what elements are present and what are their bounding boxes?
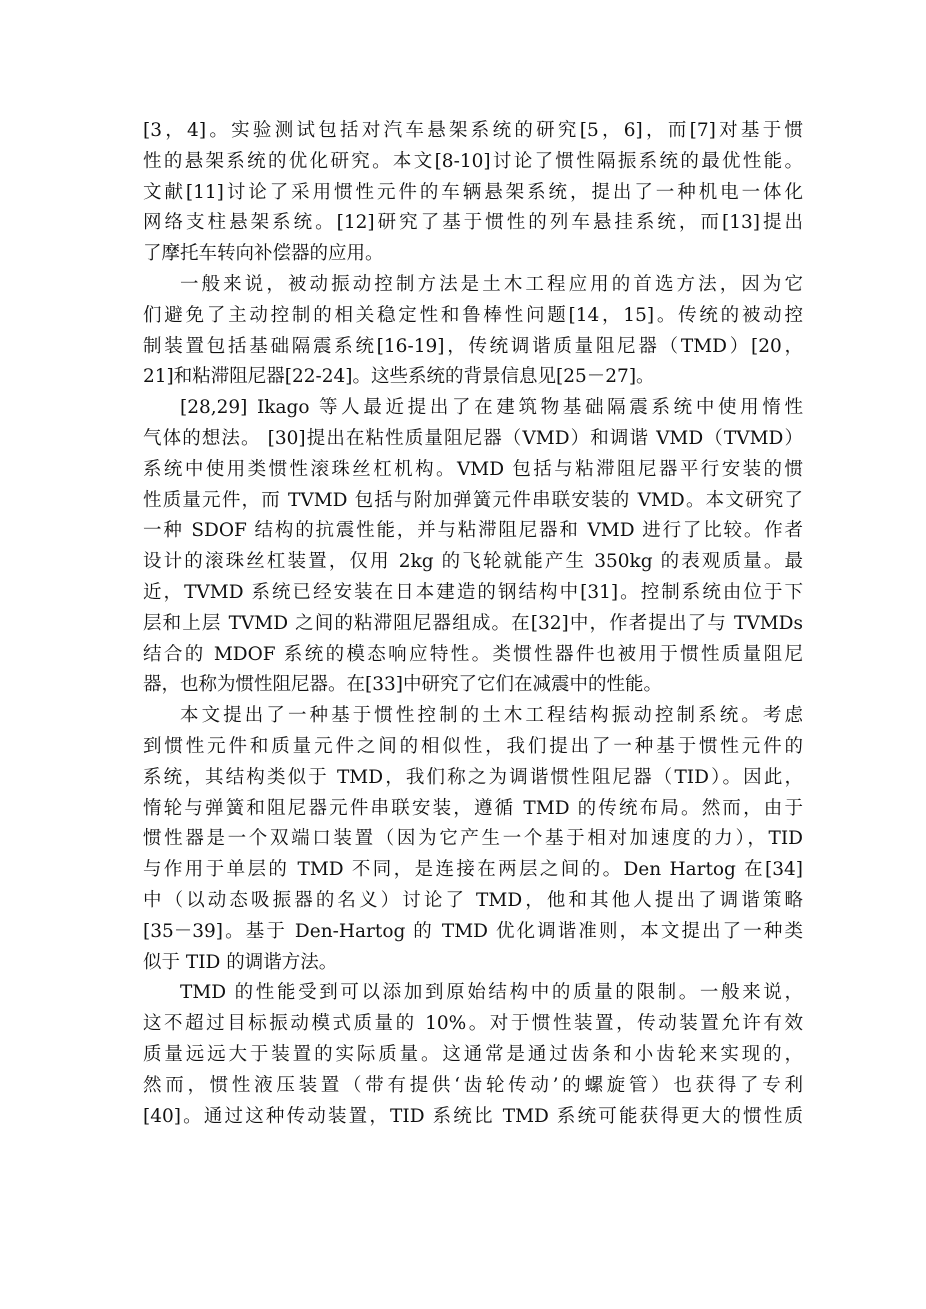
text-line: 文献[11]讨论了采用惯性元件的车辆悬架系统，提出了一种机电一体化: [143, 181, 803, 203]
text-line: 器，也称为惯性阻尼器。在[33]中研究了它们在减震中的性能。: [143, 674, 662, 696]
text-line: 似于 TID 的调谐方法。: [143, 951, 338, 973]
text-line: 层和上层 TVMD 之间的粘滞阻尼器组成。在[32]中，作者提出了与 TVMDs: [143, 612, 803, 634]
text-line: 到惯性元件和质量元件之间的相似性，我们提出了一种基于惯性元件的: [143, 735, 803, 757]
body-text: [143, 116, 803, 1132]
text-line: 这不超过目标振动模式质量的 10%。对于惯性装置，传动装置允许有效: [143, 1013, 803, 1035]
text-line: 质量远远大于装置的实际质量。这通常是通过齿条和小齿轮来实现的，: [143, 1043, 803, 1065]
text-line: [28,29] Ikago 等人最近提出了在建筑物基础隔震系统中使用惰性: [180, 397, 803, 419]
paragraph: [143, 393, 803, 701]
paragraph: [143, 978, 803, 1132]
text-line: [40]。通过这种传动装置，TID 系统比 TMD 系统可能获得更大的惯性质: [143, 1105, 803, 1127]
text-line: [35－39]。基于 Den-Hartog 的 TMD 优化调谐准则，本文提出了一种类: [143, 920, 803, 942]
text-line: 结合的 MDOF 系统的模态响应特性。类惯性器件也被用于惯性质量阻尼: [143, 643, 803, 665]
text-line: 制装置包括基础隔震系统[16-19]，传统调谐质量阻尼器（TMD）[20，: [143, 335, 803, 357]
paragraph: [143, 701, 803, 978]
text-line: 性的悬架系统的优化研究。本文[8-10]讨论了惯性隔振系统的最优性能。: [143, 150, 803, 172]
text-line: [3，4]。实验测试包括对汽车悬架系统的研究[5，6]，而[7]对基于惯: [143, 120, 803, 141]
text-line: 气体的想法。 [30]提出在粘性质量阻尼器（VMD）和调谐 VMD（TVMD）: [143, 427, 803, 449]
text-line: 中（以动态吸振器的名义）讨论了 TMD，他和其他人提出了调谐策略: [143, 889, 803, 911]
text-line: 网络支柱悬架系统。[12]研究了基于惯性的列车悬挂系统，而[13]提出: [143, 212, 803, 234]
paragraph: [143, 116, 803, 270]
text-line: 与作用于单层的 TMD 不同，是连接在两层之间的。Den Hartog 在[34]: [143, 859, 803, 881]
text-line: 近，TVMD 系统已经安装在日本建造的钢结构中[31]。控制系统由位于下: [143, 581, 803, 603]
text-line: 一种 SDOF 结构的抗震性能，并与粘滞阻尼器和 VMD 进行了比较。作者: [143, 520, 803, 542]
text-line: 21]和粘滞阻尼器[22-24]。这些系统的背景信息见[25－27]。: [143, 366, 655, 388]
text-line: 们避免了主动控制的相关稳定性和鲁棒性问题[14，15]。传统的被动控: [143, 304, 803, 326]
text-line: 然而，惯性液压装置（带有提供‘齿轮传动’的螺旋管）也获得了专利: [143, 1074, 803, 1096]
text-line: 一般来说，被动振动控制方法是土木工程应用的首选方法，因为它: [180, 273, 803, 295]
text-line: 本文提出了一种基于惯性控制的土木工程结构振动控制系统。考虑: [180, 705, 803, 727]
text-line: 惯性器是一个双端口装置（因为它产生一个基于相对加速度的力），TID: [143, 828, 803, 850]
text-line: 惰轮与弹簧和阻尼器元件串联安装，遵循 TMD 的传统布局。然而，由于: [143, 797, 803, 819]
text-line: 设计的滚珠丝杠装置，仅用 2kg 的飞轮就能产生 350kg 的表观质量。最: [143, 551, 803, 573]
text-line: 性质量元件，而 TVMD 包括与附加弹簧元件串联安装的 VMD。本文研究了: [143, 489, 803, 511]
text-line: 了摩托车转向补偿器的应用。: [143, 243, 384, 265]
text-line: 系统，其结构类似于 TMD，我们称之为调谐惯性阻尼器（TID）。因此，: [143, 766, 803, 788]
text-line: 系统中使用类惯性滚珠丝杠机构。VMD 包括与粘滞阻尼器平行安装的惯: [143, 458, 803, 480]
paragraph: [143, 270, 803, 393]
text-line: TMD 的性能受到可以添加到原始结构中的质量的限制。一般来说，: [180, 982, 803, 1004]
